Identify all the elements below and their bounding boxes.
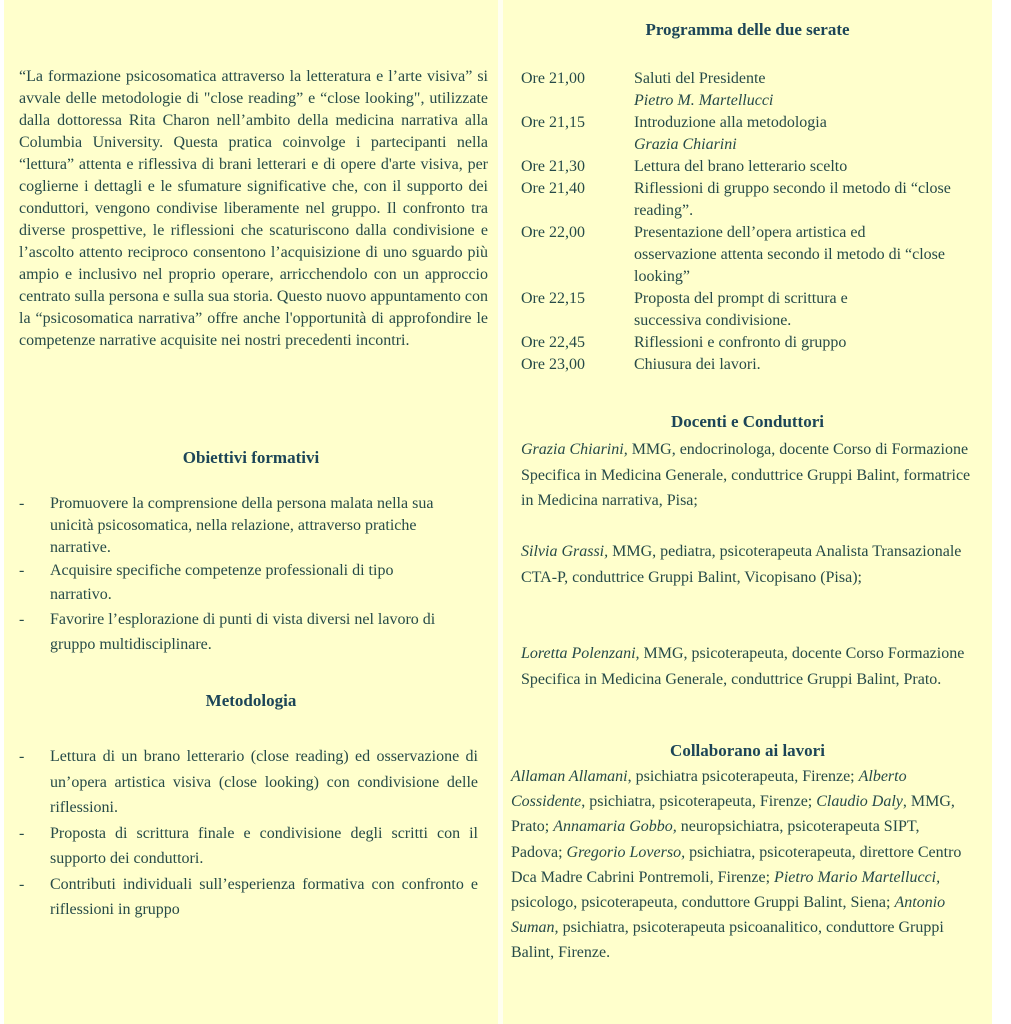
- objective-item: - Acquisire specifiche competenze professionali di tipo narrativo.: [19, 559, 459, 607]
- schedule-row: [521, 288, 971, 332]
- methodology-heading: Metodologia: [205, 691, 297, 710]
- collaborator-name: Antonio Suman,: [511, 894, 946, 937]
- program-schedule: [521, 68, 971, 376]
- dash-bullet: -: [19, 611, 25, 628]
- schedule-desc: Introduzione alla metodologia: [634, 114, 827, 131]
- collaborators-list: Allaman Allamani, psichiatra psicoterapeuta, Firenze; Alberto Cossidente, psichiatra, psicoterapeuta, Firenze; Claudio Daly, MMG, Prato; Annamaria Gobbo, neuropsichiatra, psicoterapeuta SIPT, Padova; Gregorio Loverso, psichiatra, psicoterapeuta, direttore Centro Dca Madre Cabrini Pontremoli, Firenze; Pietro Mario Martellucci, psicologo, psicoterapeuta, conduttore Gruppi Balint, Siena; Antonio Suman, psichiatra, psicoterapeuta psicoanalitico, conduttore Gruppi Balint, Firenze.: [511, 768, 962, 962]
- teacher-bio: Silvia Grassi, MMG, pediatra, psicoterapeuta Analista Transazionale CTA-P, conduttrice Gruppi Balint, Vicopisano (Pisa);: [521, 543, 962, 586]
- schedule-row: [521, 354, 971, 376]
- teacher-name: Grazia Chiarini,: [521, 441, 628, 458]
- schedule-row: [521, 332, 971, 354]
- objectives-list: [19, 493, 459, 657]
- schedule-desc: Riflessioni di gruppo secondo il metodo di “close reading”.: [634, 180, 951, 219]
- schedule-row: [521, 156, 971, 178]
- collaborator-name: Pietro Mario Martellucci,: [774, 868, 941, 886]
- schedule-desc: Presentazione dell’opera artistica ed osservazione attenta secondo il metodo di “close looking”: [634, 224, 946, 285]
- schedule-desc: Chiusura dei lavori.: [634, 356, 761, 373]
- schedule-time: Ore 22,45: [521, 334, 585, 351]
- schedule-row: [521, 112, 971, 156]
- schedule-desc: Saluti del Presidente: [634, 70, 766, 87]
- dash-bullet: -: [19, 562, 25, 579]
- schedule-time: Ore 21,00: [521, 70, 585, 87]
- schedule-time: Ore 22,15: [521, 290, 585, 307]
- teachers-heading: Docenti e Conduttori: [671, 412, 824, 431]
- objective-item: - Promuovere la comprensione della persona malata nella sua unicità psicosomatica, nella relazione, attraverso pratiche narrative.: [19, 495, 434, 556]
- schedule-desc: Lettura del brano letterario scelto: [634, 158, 848, 175]
- teacher-bio: Grazia Chiarini, MMG, endocrinologa, docente Corso di Formazione Specifica in Medicina Generale, conduttrice Gruppi Balint, formatrice in Medicina narrativa, Pisa;: [521, 441, 971, 509]
- schedule-time: Ore 21,40: [521, 180, 585, 197]
- collaborator-name: Gregorio Loverso,: [566, 843, 686, 861]
- schedule-time: Ore 23,00: [521, 356, 585, 373]
- schedule-speaker: Pietro M. Martellucci: [634, 92, 774, 109]
- schedule-desc: Proposta del prompt di scrittura e successiva condivisione.: [634, 290, 848, 329]
- collaborators-heading: Collaborano ai lavori: [670, 741, 825, 760]
- program-heading: Programma delle due serate: [645, 20, 850, 39]
- schedule-desc: Riflessioni e confronto di gruppo: [634, 334, 847, 351]
- dash-bullet: -: [19, 748, 25, 765]
- methodology-item: - Contributi individuali sull’esperienza formativa con confronto e riflessioni in gruppo: [19, 872, 478, 923]
- dash-bullet: -: [19, 495, 25, 512]
- collaborator-name: Claudio Daly: [816, 793, 903, 811]
- schedule-time: Ore 22,00: [521, 224, 585, 241]
- methodology-item: - Lettura di un brano letterario (close reading) ed osservazione di un’opera artistica visiva (close looking) con condivisione delle riflessioni.: [19, 744, 478, 821]
- teacher-name: Loretta Polenzani,: [521, 645, 640, 662]
- collaborator-name: Alberto Cossidente: [511, 768, 907, 811]
- methodology-list: [19, 744, 478, 923]
- objectives-heading: Obiettivi formativi: [182, 448, 320, 467]
- methodology-item: - Proposta di scrittura finale e condivisione degli scritti con il supporto dei conduttori.: [19, 821, 478, 872]
- schedule-time: Ore 21,15: [521, 114, 585, 131]
- intro-paragraph: “La formazione psicosomatica attraverso la letteratura e l’arte visiva” si avvale delle metodologie di "close reading” e “close looking", utilizzate dalla dottoressa Rita Charon nell’ambito della medicina narrativa alla Columbia University. Questa pratica coinvolge i partecipanti nella “lettura” attenta e riflessiva di brani letterari e di opere d'arte visiva, per coglierne i dettagli e le sfumature significative che, con il supporto dei conduttori, vengono condivise liberamente nel gruppo. Il confronto tra diverse prospettive, le riflessioni che scaturiscono dalla condivisione e l’ascolto attento reciproco consentono l’acquisizione di uno sguardo più ampio e inclusivo nel proprio operare, arricchendolo con un approccio centrato sulla persona e sulla sua storia. Questo nuovo appuntamento con la “psicosomatica narrativa” offre anche l'opportunità di approfondire le competenze narrative acquisite nei nostri precedenti incontri.: [19, 68, 488, 349]
- schedule-row: [521, 178, 971, 222]
- schedule-time: Ore 21,30: [521, 158, 585, 175]
- schedule-row: [521, 222, 971, 288]
- teacher-bio: Loretta Polenzani, MMG, psicoterapeuta, docente Corso Formazione Specifica in Medicina Generale, conduttrice Gruppi Balint, Prato.: [521, 645, 965, 688]
- schedule-row: [521, 68, 971, 112]
- collaborator-name: Annamaria Gobbo,: [553, 818, 677, 836]
- collaborator-name: Allaman Allamani: [511, 768, 628, 785]
- objective-item: - Favorire l’esplorazione di punti di vista diversi nel lavoro di gruppo multidisciplinare.: [19, 607, 459, 657]
- teacher-name: Silvia Grassi,: [521, 543, 609, 560]
- dash-bullet: -: [19, 824, 25, 842]
- schedule-speaker: Grazia Chiarini: [634, 136, 737, 153]
- dash-bullet: -: [19, 875, 25, 893]
